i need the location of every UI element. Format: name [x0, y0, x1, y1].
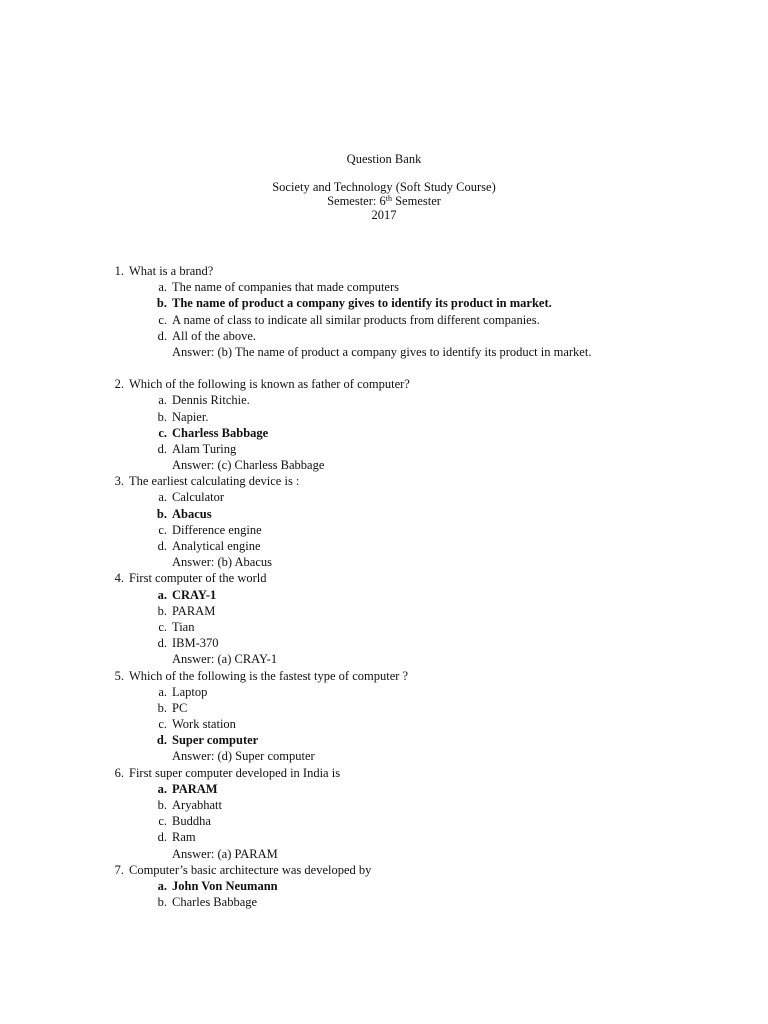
option-text: Work station: [172, 717, 236, 732]
option: [0, 619, 768, 635]
option-text: The name of product a company gives to identify its product in market.: [172, 296, 552, 311]
question-list: [0, 263, 768, 910]
answer-line: [0, 344, 768, 360]
option-text: Alam Turing: [172, 441, 237, 456]
question-item: [0, 263, 768, 376]
option-text: Charles Babbage: [172, 895, 258, 910]
question-text: First super computer developed in India is: [129, 765, 341, 780]
option-letter: c.: [158, 312, 167, 327]
option-letter: a.: [157, 878, 167, 893]
answer-text: Answer: (d) Super computer: [172, 749, 315, 764]
option: [0, 635, 768, 651]
option-text: A name of class to indicate all similar products from different companies.: [172, 312, 540, 327]
option-text: PARAM: [172, 781, 218, 796]
option: [0, 279, 768, 295]
option-letter: a.: [158, 393, 167, 408]
answer-text: Answer: (b) The name of product a company gives to identify its product in market.: [172, 344, 592, 359]
option: [0, 538, 768, 554]
correct-option: [0, 878, 768, 894]
question-line: [0, 570, 768, 586]
option: [0, 829, 768, 845]
option-letter: b.: [157, 409, 167, 424]
option: [0, 489, 768, 505]
answer-line: [0, 748, 768, 764]
answer-line: [0, 846, 768, 862]
correct-option: [0, 506, 768, 522]
option-text: Laptop: [172, 684, 208, 699]
option-text: Analytical engine: [172, 539, 261, 553]
correct-option: [0, 295, 768, 311]
option: [0, 409, 768, 425]
answer-line: [0, 457, 768, 473]
correct-option: [0, 587, 768, 603]
option: [0, 894, 768, 910]
question-number: 3.: [114, 474, 124, 489]
year: 2017: [371, 208, 397, 222]
question-number: 1.: [114, 264, 124, 278]
option-text: Super computer: [172, 733, 259, 748]
question-line: [0, 668, 768, 684]
option-text: Tian: [172, 619, 195, 634]
option: [0, 441, 768, 457]
option-letter: d.: [156, 733, 167, 748]
option-text: Abacus: [172, 506, 212, 521]
option-letter: b.: [157, 798, 167, 812]
question-text: First computer of the world: [129, 571, 267, 586]
answer-line: [0, 651, 768, 667]
option-text: Napier.: [172, 409, 209, 424]
question-text: Computer’s basic architecture was developed by: [129, 862, 372, 877]
semester-superscript: th: [385, 194, 392, 203]
option-letter: b.: [156, 296, 167, 311]
answer-text: Answer: (a) PARAM: [172, 846, 278, 861]
option-text: IBM-370: [172, 636, 219, 651]
option-letter: c.: [158, 814, 167, 829]
answer-text: Answer: (b) Abacus: [172, 555, 272, 570]
question-text: What is a brand?: [129, 264, 214, 278]
correct-option: [0, 425, 768, 441]
option-letter: a.: [158, 280, 167, 295]
question-item: [0, 570, 768, 667]
option-letter: d.: [157, 441, 167, 456]
question-line: [0, 862, 768, 878]
option-text: Charless Babbage: [172, 425, 269, 440]
option-letter: b.: [157, 700, 167, 715]
answer-line: [0, 554, 768, 570]
document-title: Question Bank: [346, 152, 422, 166]
answer-text: Answer: (c) Charless Babbage: [172, 458, 325, 473]
option: [0, 797, 768, 813]
option: [0, 684, 768, 700]
correct-option: [0, 732, 768, 748]
option: [0, 312, 768, 328]
question-number: 2.: [114, 377, 124, 392]
option: [0, 700, 768, 716]
option-text: PARAM: [172, 603, 216, 618]
semester-prefix: Semester: 6: [327, 194, 386, 208]
option-letter: a.: [157, 781, 167, 796]
question-item: [0, 765, 768, 862]
option-text: Buddha: [172, 814, 211, 829]
question-line: [0, 376, 768, 392]
option-text: Difference engine: [172, 522, 262, 537]
option-letter: d.: [157, 539, 167, 553]
question-line: [0, 765, 768, 781]
option-text: Calculator: [172, 490, 225, 505]
option-letter: a.: [158, 684, 167, 699]
question-line: [0, 473, 768, 489]
question-number: 4.: [114, 571, 124, 586]
semester-suffix: Semester: [391, 194, 441, 208]
option-letter: d.: [157, 636, 167, 651]
option-letter: a.: [158, 490, 167, 505]
question-text: Which of the following is the fastest type of computer ?: [129, 668, 409, 683]
question-item: [0, 668, 768, 765]
option-text: The name of companies that made computers: [172, 280, 400, 295]
option: [0, 522, 768, 538]
option-letter: d.: [157, 328, 167, 343]
question-number: 5.: [114, 668, 124, 683]
option: [0, 328, 768, 344]
option-text: PC: [172, 700, 188, 715]
course-name: Society and Technology (Soft Study Course): [272, 180, 496, 194]
option: [0, 603, 768, 619]
option: [0, 813, 768, 829]
option: [0, 716, 768, 732]
correct-option: [0, 781, 768, 797]
option-letter: c.: [158, 717, 167, 732]
option-letter: b.: [157, 895, 167, 910]
option-letter: c.: [158, 522, 167, 537]
option-text: Dennis Ritchie.: [172, 393, 250, 408]
question-number: 6.: [114, 765, 124, 780]
option-letter: a.: [157, 587, 167, 602]
option-letter: d.: [157, 830, 167, 845]
option-letter: c.: [158, 619, 167, 634]
question-line: [0, 263, 768, 279]
question-spacer: [0, 360, 768, 376]
option-letter: b.: [157, 603, 167, 618]
option-text: John Von Neumann: [172, 878, 278, 893]
option: [0, 392, 768, 408]
question-item: [0, 376, 768, 473]
question-number: 7.: [114, 862, 124, 877]
option-letter: b.: [156, 506, 167, 521]
option-text: All of the above.: [172, 328, 257, 343]
option-text: CRAY-1: [172, 587, 217, 602]
question-text: The earliest calculating device is :: [129, 474, 300, 489]
question-item: [0, 473, 768, 570]
semester-line: [0, 194, 768, 208]
option-text: Aryabhatt: [172, 798, 222, 812]
option-letter: c.: [158, 425, 167, 440]
question-item: [0, 862, 768, 911]
option-text: Ram: [172, 830, 196, 845]
answer-text: Answer: (a) CRAY-1: [172, 652, 278, 667]
question-text: Which of the following is known as father of computer?: [129, 377, 410, 392]
